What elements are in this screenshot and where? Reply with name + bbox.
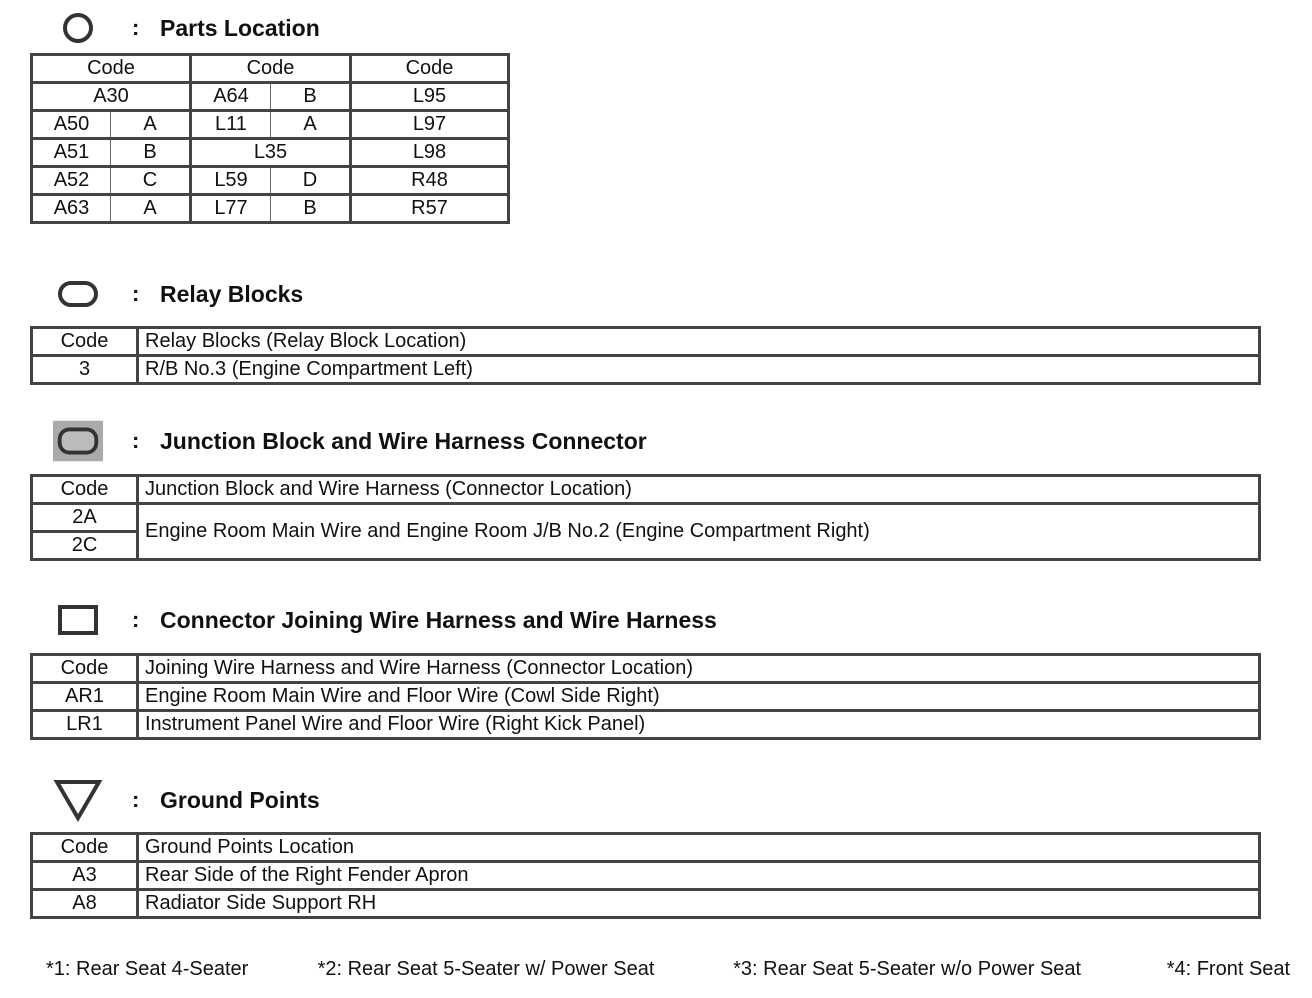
triangle-down-icon	[52, 778, 104, 822]
column-header: Code	[32, 55, 191, 83]
column-header: Joining Wire Harness and Wire Harness (Connector Location)	[138, 655, 1260, 683]
code-cell: L11	[191, 111, 271, 139]
table-row	[32, 504, 1260, 532]
section-title: Junction Block and Wire Harness Connector	[160, 427, 647, 454]
table-header-row	[32, 328, 1260, 356]
section-title: Parts Location	[160, 14, 320, 41]
heading-colon: :	[132, 428, 140, 453]
ground-points-table	[30, 832, 1261, 919]
column-header: Relay Blocks (Relay Block Location)	[138, 328, 1260, 356]
column-header: Code	[32, 328, 138, 356]
table-header-row	[32, 476, 1260, 504]
connector-joining-table	[30, 653, 1261, 740]
section-title: Ground Points	[160, 786, 320, 813]
column-header: Code	[32, 476, 138, 504]
footnote: *1: Rear Seat 4-Seater	[46, 958, 249, 980]
junction-block-table	[30, 474, 1261, 561]
parts-location-table	[30, 53, 510, 224]
column-header: Code	[32, 655, 138, 683]
code-cell: LR1	[32, 711, 138, 739]
sub-code-cell: B	[271, 195, 351, 223]
code-cell: L35	[191, 139, 351, 167]
description-cell: Radiator Side Support RH	[138, 890, 1260, 918]
code-cell: A52	[32, 167, 111, 195]
code-cell: A64	[191, 83, 271, 111]
code-cell: L95	[351, 83, 509, 111]
description-cell: Rear Side of the Right Fender Apron	[138, 862, 1260, 890]
sub-code-cell: A	[271, 111, 351, 139]
table-row	[32, 195, 509, 223]
table-row	[32, 711, 1260, 739]
code-cell: 2A	[32, 504, 138, 532]
code-cell: A63	[32, 195, 111, 223]
heading-colon: :	[132, 15, 140, 40]
footnote: *4: Front Seat	[1166, 958, 1291, 980]
shaded-rounded-rectangle-icon	[52, 419, 104, 463]
code-cell: A51	[32, 139, 111, 167]
table-header-row	[32, 655, 1260, 683]
code-cell: L77	[191, 195, 271, 223]
sub-code-cell: C	[111, 167, 191, 195]
junction-block-heading	[52, 419, 647, 463]
footnote: *2: Rear Seat 5-Seater w/ Power Seat	[317, 958, 655, 980]
column-header: Junction Block and Wire Harness (Connector Location)	[138, 476, 1260, 504]
column-header: Ground Points Location	[138, 834, 1260, 862]
description-cell: Instrument Panel Wire and Floor Wire (Right Kick Panel)	[138, 711, 1260, 739]
code-cell: R48	[351, 167, 509, 195]
description-cell: Engine Room Main Wire and Floor Wire (Cowl Side Right)	[138, 683, 1260, 711]
description-cell: R/B No.3 (Engine Compartment Left)	[138, 356, 1260, 384]
column-header: Code	[32, 834, 138, 862]
table-row	[32, 111, 509, 139]
sub-code-cell: A	[111, 111, 191, 139]
ground-points-heading	[52, 778, 320, 822]
footnote: *3: Rear Seat 5-Seater w/o Power Seat	[733, 958, 1082, 980]
sub-code-cell: A	[111, 195, 191, 223]
code-cell: A50	[32, 111, 111, 139]
code-cell: A3	[32, 862, 138, 890]
section-title: Relay Blocks	[160, 280, 304, 307]
column-header: Code	[351, 55, 509, 83]
table-row	[32, 862, 1260, 890]
column-header: Code	[191, 55, 351, 83]
code-cell: 3	[32, 356, 138, 384]
table-row	[32, 83, 509, 111]
code-cell: AR1	[32, 683, 138, 711]
circle-icon	[52, 6, 104, 50]
heading-colon: :	[132, 787, 140, 812]
description-cell: Engine Room Main Wire and Engine Room J/B No.2 (Engine Compartment Right)	[138, 504, 1260, 560]
rounded-rectangle-icon	[52, 272, 104, 316]
sub-code-cell: B	[111, 139, 191, 167]
square-icon	[52, 598, 104, 642]
table-row	[32, 356, 1260, 384]
parts-location-heading	[52, 6, 320, 50]
section-title: Connector Joining Wire Harness and Wire Harness	[160, 606, 717, 633]
relay-blocks-table	[30, 326, 1261, 385]
code-cell: A8	[32, 890, 138, 918]
sub-code-cell: B	[271, 83, 351, 111]
table-row	[32, 139, 509, 167]
footnotes	[46, 958, 1290, 981]
code-cell: R57	[351, 195, 509, 223]
table-row	[32, 167, 509, 195]
code-cell: L97	[351, 111, 509, 139]
table-header-row	[32, 55, 509, 83]
relay-blocks-heading	[52, 272, 304, 316]
sub-code-cell: D	[271, 167, 351, 195]
table-header-row	[32, 834, 1260, 862]
code-cell: L98	[351, 139, 509, 167]
table-row	[32, 683, 1260, 711]
heading-colon: :	[132, 281, 140, 306]
code-cell: 2C	[32, 532, 138, 560]
heading-colon: :	[132, 607, 140, 632]
table-row	[32, 890, 1260, 918]
code-cell: L59	[191, 167, 271, 195]
connector-joining-heading	[52, 598, 717, 642]
code-cell: A30	[32, 83, 191, 111]
